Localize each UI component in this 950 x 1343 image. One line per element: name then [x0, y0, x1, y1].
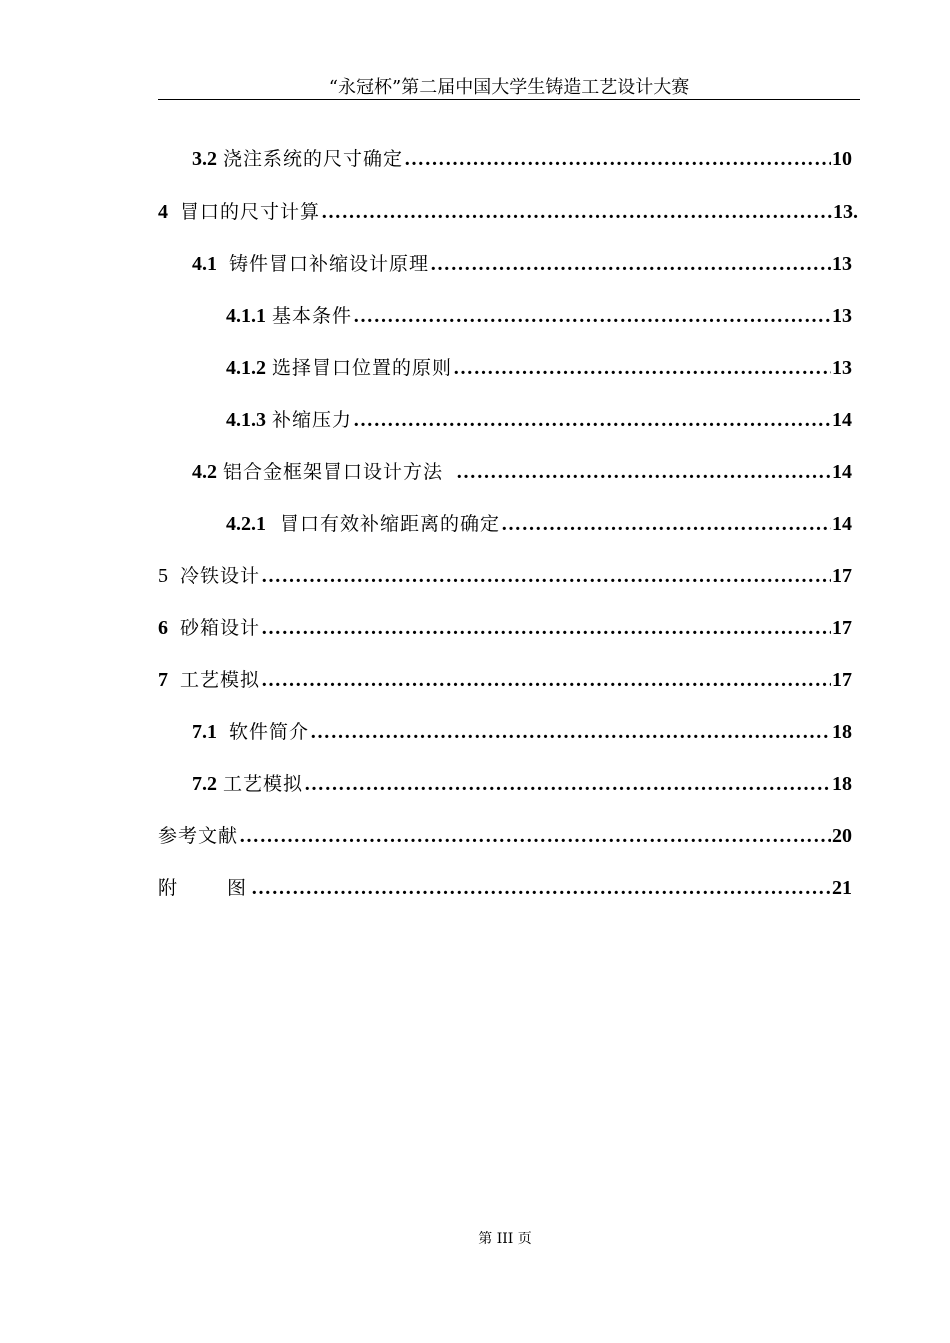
toc-entry-title: 参考文献 [158, 825, 239, 847]
toc-leader-dots [310, 717, 831, 747]
toc-entry-page: 13 [832, 357, 852, 379]
toc-entry-page: 17 [832, 669, 852, 691]
toc-leader-dots [304, 769, 831, 799]
header-rule [158, 99, 860, 100]
toc-leader-dots [404, 144, 831, 174]
toc-entry-title: 砂箱设计 [180, 617, 261, 639]
toc-entry-number: 3.2 [192, 148, 217, 170]
toc-entry-7[interactable] [158, 665, 852, 695]
toc-leader-dots [251, 873, 831, 903]
toc-entry-title: 补缩压力 [272, 409, 353, 431]
toc-entry-4-1[interactable] [192, 249, 852, 279]
toc-entry-4-1-3[interactable] [226, 405, 852, 435]
toc-entry-7-1[interactable] [192, 717, 852, 747]
toc-entry-page: 14 [832, 461, 852, 483]
toc-entry-references[interactable] [158, 821, 852, 851]
toc-entry-page: 21 [832, 877, 852, 899]
toc-entry-page: 10 [832, 148, 852, 170]
toc-entry-title: 冒口有效补缩距离的确定 [280, 513, 501, 535]
toc-entry-page: 17 [832, 617, 852, 639]
toc-entry-4-2-1[interactable] [226, 509, 852, 539]
toc-entry-number: 6 [158, 617, 168, 639]
toc-entry-page: 17 [832, 565, 852, 587]
toc-entry-page: 13 [832, 305, 852, 327]
toc-entry-title: 选择冒口位置的原则 [272, 357, 453, 379]
toc-entry-number: 7.2 [192, 773, 217, 795]
toc-leader-dots [453, 353, 831, 383]
toc-leader-dots [321, 197, 832, 227]
toc-entry-4-1-1[interactable] [226, 301, 852, 331]
toc-leader-dots [456, 457, 831, 487]
toc-leader-dots [261, 665, 831, 695]
toc-entry-title: 软件简介 [229, 721, 310, 743]
toc-entry-number: 4.1.2 [226, 357, 266, 379]
toc-leader-dots [353, 405, 831, 435]
page-number: 第 III 页 [478, 1231, 532, 1247]
toc-entry-page: 18 [832, 773, 852, 795]
toc-entry-number: 7 [158, 669, 168, 691]
toc-entry-number: 4 [158, 201, 168, 223]
toc-entry-number: 4.2.1 [226, 513, 266, 535]
toc-entry-number: 4.2 [192, 461, 217, 483]
toc-entry-title: 铸件冒口补缩设计原理 [229, 253, 430, 275]
toc-entry-3-2[interactable] [192, 144, 852, 174]
toc-entry-title: 冒口的尺寸计算 [180, 201, 321, 223]
toc-entry-page: 13 [832, 253, 852, 275]
toc-entry-number: 4.1.1 [226, 305, 266, 327]
toc-entry-4-2[interactable] [192, 457, 852, 487]
toc-leader-dots [261, 613, 831, 643]
toc-entry-page: 20 [832, 825, 852, 847]
toc-entry-title: 冷铁设计 [180, 565, 261, 587]
toc-entry-page: 18 [832, 721, 852, 743]
toc-leader-dots [353, 301, 831, 331]
toc-leader-dots [501, 509, 831, 539]
toc-entry-appendix-figures[interactable] [158, 873, 852, 903]
toc-entry-7-2[interactable] [192, 769, 852, 799]
toc-entry-number: 5 [158, 565, 168, 587]
toc-entry-title: 工艺模拟 [180, 669, 261, 691]
toc-entry-title: 浇注系统的尺寸确定 [223, 148, 404, 170]
toc-entry-page: 13. [833, 201, 858, 223]
toc-entry-4[interactable] [158, 197, 858, 227]
toc-entry-page: 14 [832, 409, 852, 431]
toc-entry-4-1-2[interactable] [226, 353, 852, 383]
toc-leader-dots [239, 821, 831, 851]
toc-leader-dots [261, 561, 831, 591]
toc-entry-title: 附 图 [158, 877, 251, 899]
page-header: “永冠杯”第二届中国大学生铸造工艺设计大赛 [328, 77, 690, 98]
toc-entry-5[interactable] [158, 561, 852, 591]
toc-entry-title: 铝合金框架冒口设计方法 [223, 461, 444, 483]
toc-leader-dots [430, 249, 831, 279]
toc-entry-page: 14 [832, 513, 852, 535]
toc-entry-6[interactable] [158, 613, 852, 643]
toc-entry-number: 7.1 [192, 721, 217, 743]
toc-entry-title: 基本条件 [272, 305, 353, 327]
toc-entry-title: 工艺模拟 [223, 773, 304, 795]
toc-entry-number: 4.1.3 [226, 409, 266, 431]
toc-entry-number: 4.1 [192, 253, 217, 275]
